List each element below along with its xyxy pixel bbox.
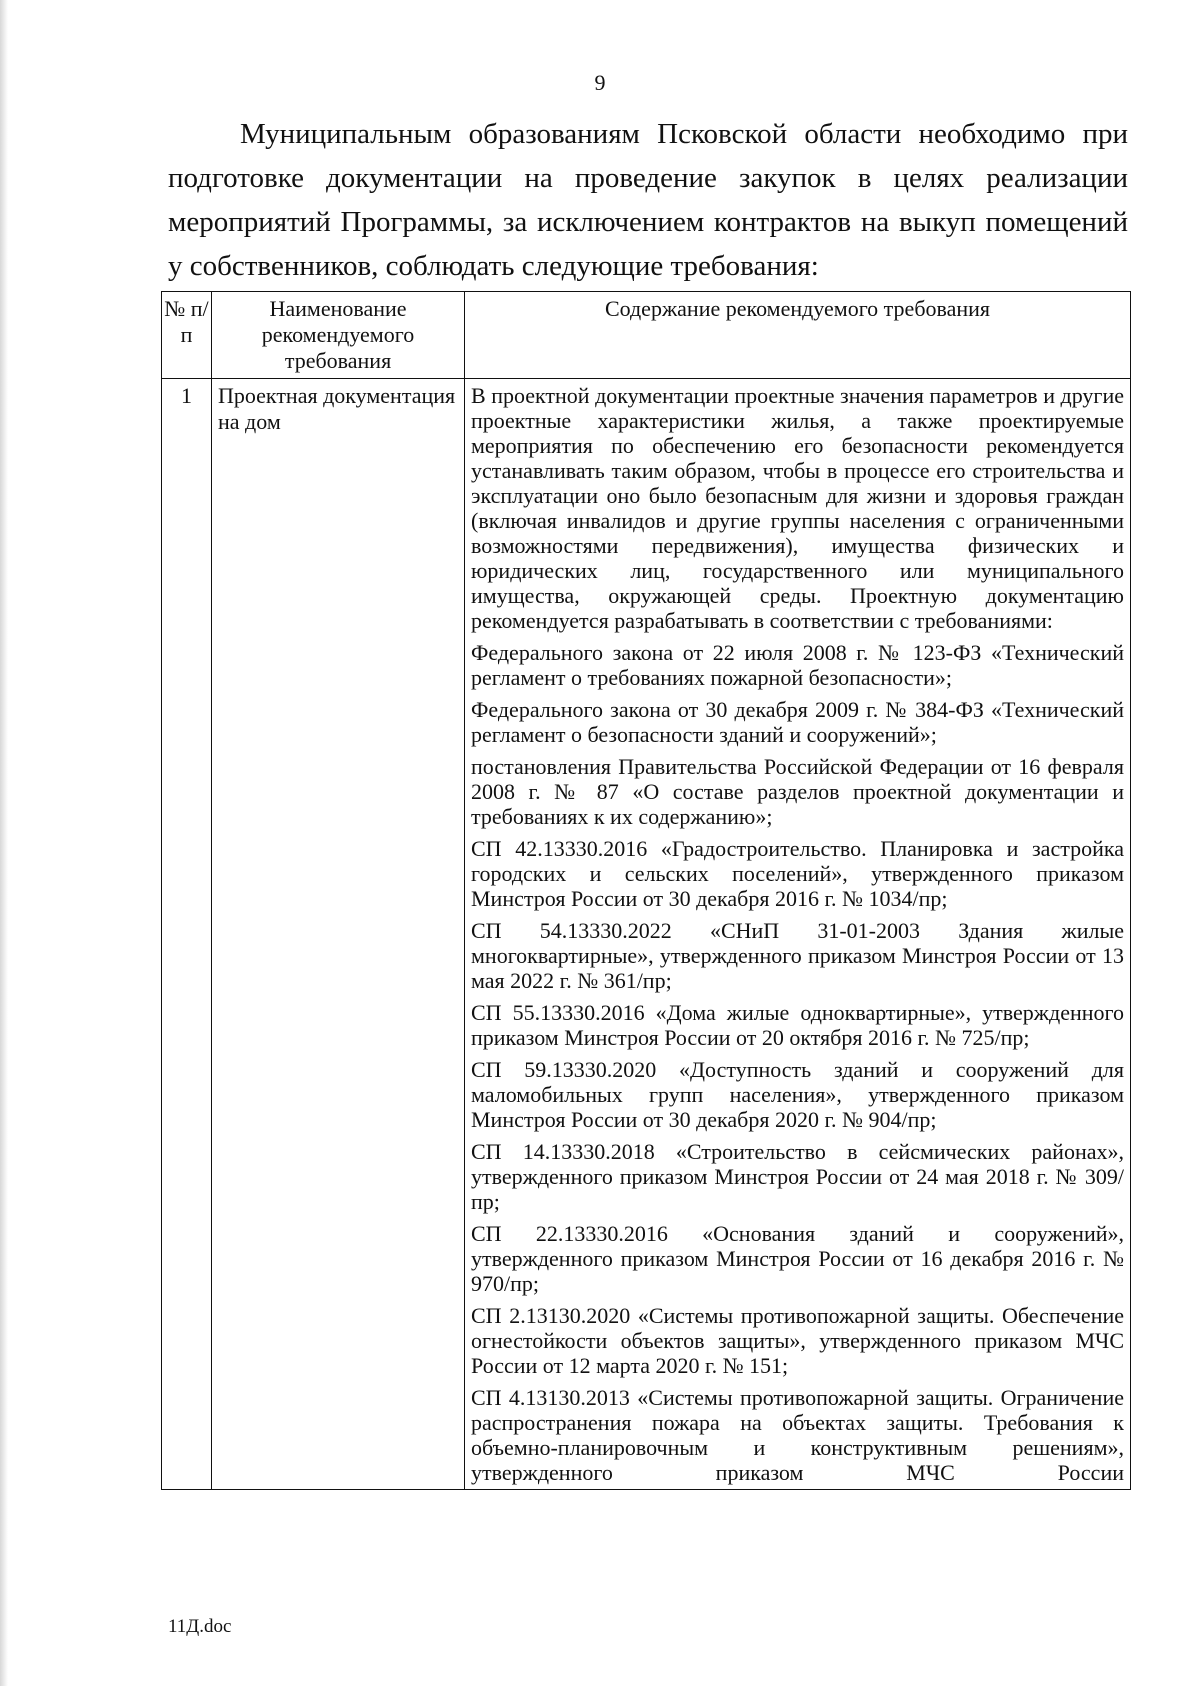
content-paragraph: СП 14.13330.2018 «Строительство в сейсмических районах», утвержденного приказом Минстроя России от 24 мая 2018 г. № 309/пр; [471, 1139, 1124, 1214]
page-number: 9 [594, 70, 606, 95]
content-paragraph: Федерального закона от 30 декабря 2009 г. № 384-ФЗ «Технический регламент о безопасности зданий и сооружений»; [471, 697, 1124, 747]
header-requirement-content: Содержание рекомендуемого требования [465, 292, 1131, 379]
table-row [162, 379, 1131, 1490]
content-paragraph: СП 42.13330.2016 «Градостроительство. Планировка и застройка городских и сельских поселений», утвержденного приказом Минстроя России от 30 декабря 2016 г. № 1034/пр; [471, 836, 1124, 911]
content-paragraph: СП 55.13330.2016 «Дома жилые одноквартирные», утвержденного приказом Минстроя России от 20 октября 2016 г. № 725/пр; [471, 1000, 1124, 1050]
header-number: № п/п [162, 292, 212, 379]
scan-edge [0, 0, 8, 1686]
intro-paragraph [168, 112, 1128, 288]
footer-filename: 11Д.doc [168, 1616, 232, 1637]
table-header-row [162, 292, 1131, 379]
content-paragraph: СП 22.13330.2016 «Основания зданий и сооружений», утвержденного приказом Минстроя России от 16 декабря 2016 г. № 970/пр; [471, 1221, 1124, 1296]
header-requirement-name: Наименование рекомендуемого требования [212, 292, 465, 379]
requirements-table [161, 291, 1131, 1490]
content-paragraph: СП 4.13130.2013 «Системы противопожарной защиты. Ограничение распространения пожара на объектах защиты. Требования к объемно-планировочным и конструктивным решениям», утвержденного приказом МЧС России [471, 1385, 1124, 1485]
row-requirement-content [465, 379, 1131, 1490]
content-paragraph: постановления Правительства Российской Федерации от 16 февраля 2008 г. № 87 «О составе разделов проектной документации и требованиях к их содержанию»; [471, 754, 1124, 829]
row-requirement-name: Проектная документация на дом [212, 379, 465, 1490]
content-paragraph: СП 54.13330.2022 «СНиП 31-01-2003 Здания жилые многоквартирные», утвержденного приказом Минстроя России от 13 мая 2022 г. № 361/пр; [471, 918, 1124, 993]
content-paragraph: В проектной документации проектные значения параметров и другие проектные характеристики жилья, а также проектируемые мероприятия по обеспечению его безопасности рекомендуется устанавливать таким образом, чтобы в процессе его строительства и эксплуатации оно было безопасным для жизни и здоровья граждан (включая инвалидов и другие группы населения с ограниченными возможностями передвижения), имущества физических и юридических лиц, государственного или муниципального имущества, окружающей среды. Проектную документацию рекомендуется разрабатывать в соответствии с требованиями: [471, 383, 1124, 633]
content-paragraph: Федерального закона от 22 июля 2008 г. № 123-ФЗ «Технический регламент о требованиях пожарной безопасности»; [471, 640, 1124, 690]
intro-text: Муниципальным образованиям Псковской области необходимо при подготовке документации на проведение закупок в целях реализации мероприятий Программы, за исключением контрактов на выкуп помещений у собственников, соблюдать следующие требования: [168, 118, 1128, 282]
content-paragraph: СП 59.13330.2020 «Доступность зданий и сооружений для маломобильных групп населения», утвержденного приказом Минстроя России от 30 декабря 2020 г. № 904/пр; [471, 1057, 1124, 1132]
row-number: 1 [162, 379, 212, 1490]
content-paragraph: СП 2.13130.2020 «Системы противопожарной защиты. Обеспечение огнестойкости объектов защиты», утвержденного приказом МЧС России от 12 марта 2020 г. № 151; [471, 1303, 1124, 1378]
